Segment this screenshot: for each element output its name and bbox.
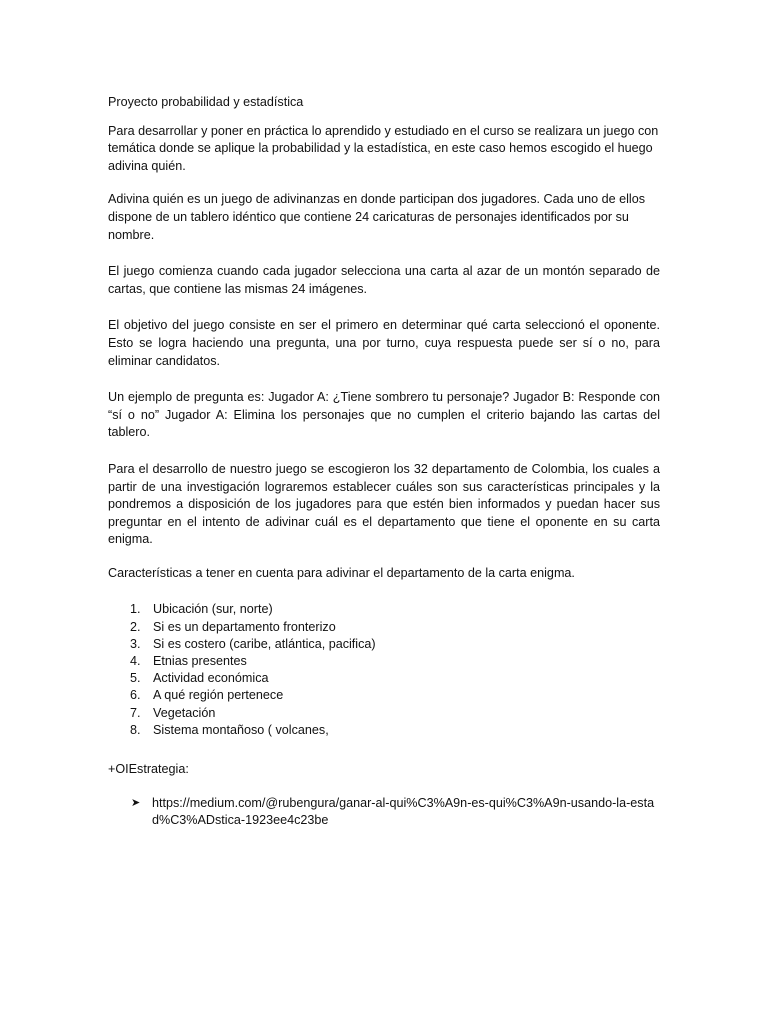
- paragraph-example: Un ejemplo de pregunta es: Jugador A: ¿Tiene sombrero tu personaje? Jugador B: Responde con “sí o no” Jugador A: Elimina los personajes que no cumplen el criterio bajando las cartas del tablero.: [108, 390, 660, 440]
- strategy-label: +OIEstrategia:: [108, 762, 189, 777]
- list-item: [108, 687, 660, 704]
- list-number: 7.: [130, 705, 141, 720]
- paragraph-objective: El objetivo del juego consiste en ser el primero en determinar qué carta seleccionó el oponente. Esto se logra haciendo una pregunta, una por turno, cuya respuesta puede ser sí o no, para eliminar candidatos.: [108, 318, 660, 368]
- list-item-text: A qué región pertenece: [153, 688, 284, 703]
- arrow-bullet-icon: ➤: [131, 796, 141, 809]
- paragraph-features-intro: Características a tener en cuenta para adivinar el departamento de la carta enigma.: [108, 565, 575, 580]
- strategy-link-item: [108, 795, 660, 830]
- list-item: [108, 636, 660, 653]
- list-item: [108, 705, 660, 722]
- list-item-text: Etnias presentes: [153, 654, 247, 669]
- list-item-text: Actividad económica: [153, 671, 269, 686]
- list-number: 6.: [130, 688, 141, 703]
- paragraph-development: Para el desarrollo de nuestro juego se escogieron los 32 departamento de Colombia, los cuales a partir de una investigación lograremos establecer cuáles son sus características principales y la pondremos a disposición de los jugadores para que estén bien informados y puedan hacer sus preguntar en el intento de adivinar cuál es el departamento que tiene el oponente en su carta enigma.: [108, 461, 660, 547]
- list-item-text: Vegetación: [153, 705, 216, 720]
- list-number: 5.: [130, 671, 141, 686]
- strategy-link[interactable]: https://medium.com/@rubengura/ganar-al-qui%C3%A9n-es-qui%C3%A9n-usando-la-estad%C3%ADstica-1923ee4c23be: [152, 795, 655, 828]
- list-item: [108, 653, 660, 670]
- list-item: [108, 601, 660, 618]
- list-item-text: Sistema montañoso ( volcanes,: [153, 722, 329, 737]
- list-item: [108, 670, 660, 687]
- paragraph-game-description: Adivina quién es un juego de adivinanzas en donde participan dos jugadores. Cada uno de ellos dispone de un tablero idéntico que contiene 24 caricaturas de personajes identificados por su nombre.: [108, 192, 646, 242]
- list-number: 8.: [130, 722, 141, 737]
- list-number: 2.: [130, 619, 141, 634]
- list-item-text: Si es costero (caribe, atlántica, pacifica): [153, 636, 376, 651]
- list-number: 4.: [130, 654, 141, 669]
- list-item-text: Ubicación (sur, norte): [153, 602, 273, 617]
- list-number: 1.: [130, 602, 141, 617]
- paragraph-game-start: El juego comienza cuando cada jugador selecciona una carta al azar de un montón separado de cartas, que contiene las mismas 24 imágenes.: [108, 264, 660, 296]
- features-list: [108, 601, 660, 739]
- list-item-text: Si es un departamento fronterizo: [153, 619, 336, 634]
- list-item: [108, 722, 660, 739]
- list-number: 3.: [130, 636, 141, 651]
- paragraph-intro: Para desarrollar y poner en práctica lo aprendido y estudiado en el curso se realizara un juego con temática donde se aplique la probabilidad y la estadística, en este caso hemos escogido el huego adivina quién.: [108, 123, 659, 173]
- list-item: [108, 619, 660, 636]
- document-title: Proyecto probabilidad y estadística: [108, 95, 304, 109]
